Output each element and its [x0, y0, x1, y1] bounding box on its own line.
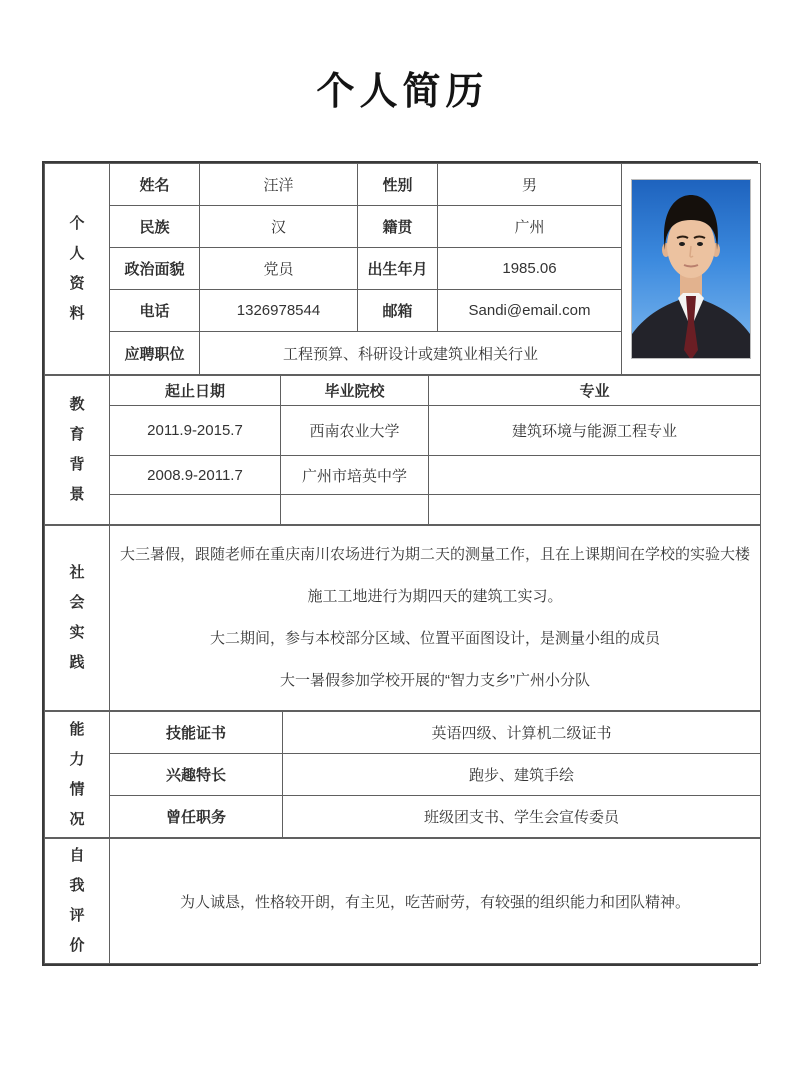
section-label-personal: 个人资料 — [45, 164, 110, 375]
field-value-position: 工程预算、科研设计或建筑业相关行业 — [200, 332, 622, 375]
field-label-ethnicity: 民族 — [110, 206, 200, 248]
personal-info-section — [44, 163, 761, 375]
field-label-position: 应聘职位 — [110, 332, 200, 375]
edu-major: 建筑环境与能源工程专业 — [429, 406, 761, 456]
field-label-hometown: 籍贯 — [358, 206, 438, 248]
practice-paragraph: 大三暑假，跟随老师在重庆南川农场进行为期二天的测量工作，且在上课期间在学校的实验大楼施工工地进行为期四天的建筑工实习。 — [119, 546, 750, 605]
edu-header-dates: 起止日期 — [110, 376, 281, 406]
field-value-email: Sandi@email.com — [438, 290, 622, 332]
field-value-birth-date: 1985.06 — [438, 248, 622, 290]
ability-label-certificates: 技能证书 — [110, 712, 283, 754]
field-value-gender: 男 — [438, 164, 622, 206]
self-evaluation-section — [44, 838, 761, 964]
field-label-email: 邮箱 — [358, 290, 438, 332]
field-label-gender: 性别 — [358, 164, 438, 206]
section-label-evaluation: 自我评价 — [45, 839, 110, 964]
ability-label-past-positions: 曾任职务 — [110, 796, 283, 838]
field-value-ethnicity: 汉 — [200, 206, 358, 248]
edu-dates: 2011.9-2015.7 — [110, 406, 281, 456]
field-value-hometown: 广州 — [438, 206, 622, 248]
section-label-practice: 社会实践 — [45, 526, 110, 711]
ability-row — [45, 796, 761, 838]
edu-dates: 2008.9-2011.7 — [110, 456, 281, 495]
edu-major — [429, 456, 761, 495]
photo-cell — [622, 164, 761, 375]
field-value-name: 汪洋 — [200, 164, 358, 206]
edu-school — [281, 495, 429, 525]
page-title: 个人简历 — [316, 71, 489, 113]
education-row — [45, 406, 761, 456]
ability-value-certificates: 英语四级、计算机二级证书 — [283, 712, 761, 754]
education-row — [45, 456, 761, 495]
edu-school: 广州市培英中学 — [281, 456, 429, 495]
field-label-phone: 电话 — [110, 290, 200, 332]
ability-row — [45, 712, 761, 754]
edu-header-school: 毕业院校 — [281, 376, 429, 406]
resume-table — [42, 161, 758, 966]
edu-dates — [110, 495, 281, 525]
ability-row — [45, 754, 761, 796]
field-value-phone: 1326978544 — [200, 290, 358, 332]
section-label-ability: 能力情况 — [45, 712, 110, 838]
edu-header-major: 专业 — [429, 376, 761, 406]
field-label-birth-date: 出生年月 — [358, 248, 438, 290]
practice-content — [110, 526, 761, 711]
social-practice-section — [44, 525, 761, 711]
education-section — [44, 375, 761, 525]
edu-major — [429, 495, 761, 525]
practice-paragraph: 大二期间，参与本校部分区域、位置平面图设计，是测量小组的成员 — [209, 630, 660, 647]
ability-value-past-positions: 班级团支书、学生会宣传委员 — [283, 796, 761, 838]
id-photo — [631, 179, 751, 359]
ability-label-interests: 兴趣特长 — [110, 754, 283, 796]
evaluation-text: 为人诚恳，性格较开朗，有主见，吃苦耐劳，有较强的组织能力和团队精神。 — [110, 839, 761, 964]
edu-school: 西南农业大学 — [281, 406, 429, 456]
ability-section — [44, 711, 761, 838]
field-value-political-status: 党员 — [200, 248, 358, 290]
practice-paragraph: 大一暑假参加学校开展的“智力支乡”广州小分队 — [280, 672, 590, 689]
ability-value-interests: 跑步、建筑手绘 — [283, 754, 761, 796]
field-label-name: 姓名 — [110, 164, 200, 206]
section-label-education: 教育背景 — [45, 376, 110, 525]
education-row — [45, 495, 761, 525]
field-label-political-status: 政治面貌 — [110, 248, 200, 290]
